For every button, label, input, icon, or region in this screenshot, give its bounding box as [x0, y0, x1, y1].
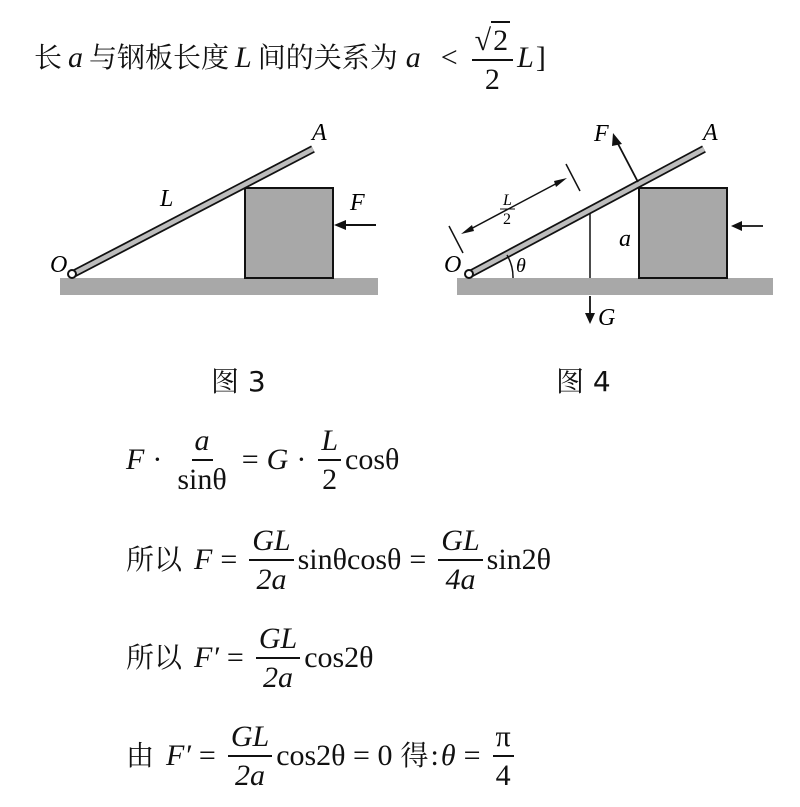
var-a: a: [68, 41, 84, 74]
top-text-1: 长: [34, 41, 63, 74]
label-theta: θ: [516, 255, 526, 277]
figure-4: [400, 110, 800, 340]
eq2-equals: =: [220, 543, 238, 576]
sqrt-sign: √: [474, 23, 492, 57]
push-arrowhead: [731, 221, 742, 231]
eq4-equals: =: [198, 739, 216, 772]
eq2-tail: sin2θ: [486, 543, 552, 576]
half-length-tick-right: [566, 164, 580, 191]
eq3-frac-num: GL: [256, 623, 300, 660]
half-length-dim-line: [465, 180, 563, 232]
sqrt-radicand: 2: [491, 21, 510, 57]
ground-surface: [60, 278, 378, 295]
eq1-frac-a-sin: [174, 425, 229, 496]
eq1-dot: ·: [152, 443, 163, 476]
eq1-frac2-den: 2: [322, 463, 338, 496]
top-text-3: 间的关系为: [257, 41, 398, 74]
eq1-equals: =: [241, 443, 259, 476]
eq4-frac-den: 2a: [235, 759, 265, 792]
weight-g-arrowhead: [585, 313, 595, 324]
pivot-o: [465, 270, 473, 278]
eq4-mid: cos2θ = 0: [276, 739, 393, 772]
pivot-o: [68, 270, 76, 278]
equation-3: [126, 618, 374, 698]
eq1-g: G: [266, 443, 289, 476]
block: [639, 188, 727, 278]
eq2-frac-2: [438, 525, 482, 596]
eq1-frac-num: a: [192, 425, 213, 462]
frac-den: 2: [484, 63, 500, 96]
eq4-prefix: 由: [126, 739, 155, 772]
closing-bracket: ]: [535, 41, 546, 74]
eq4-frac2-num: π: [493, 721, 514, 758]
eq3-frac-den: 2a: [263, 661, 293, 694]
eq1-frac-l-2: [318, 425, 341, 496]
eq3-tail: cos2θ: [304, 641, 374, 674]
theta-arc: [507, 255, 513, 278]
eq2-equals-2: =: [409, 543, 427, 576]
half-length-arrowhead-right: [554, 178, 567, 187]
figure-3-caption: 图 3: [211, 365, 266, 398]
force-f-arrowhead: [334, 220, 346, 230]
label-o: O: [444, 252, 462, 278]
force-f-arrow: [616, 140, 638, 182]
var-L: L: [235, 41, 252, 74]
eq1-f: F: [126, 443, 145, 476]
label-o: O: [50, 252, 68, 278]
eq4-frac-pi-4: [493, 721, 514, 792]
eq3-prefix: 所以: [126, 641, 183, 674]
eq4-frac: [228, 721, 272, 792]
eq4-f-prime: F′: [166, 739, 191, 772]
equation-1: [126, 420, 399, 500]
eq2-frac2-num: GL: [438, 525, 482, 562]
eq3-f-prime: F′: [194, 641, 219, 674]
eq1-dot-2: ·: [296, 443, 307, 476]
label-a-end: A: [312, 120, 327, 146]
eq2-f: F: [194, 543, 213, 576]
equation-2: [126, 520, 551, 600]
var-a-2: a: [405, 41, 421, 74]
label-length-l: L: [160, 186, 174, 212]
eq1-frac2-num: L: [318, 425, 341, 462]
eq4-theta: θ: [440, 739, 456, 772]
top-text-2: 与钢板长度: [89, 41, 230, 74]
eq4-de: 得: [400, 739, 429, 772]
eq1-frac-den: sinθ: [177, 463, 227, 496]
less-than-sign: <: [440, 41, 458, 74]
var-L-2: L: [517, 41, 534, 74]
top-text-line: [34, 22, 546, 94]
figure-3: [0, 110, 400, 310]
figure-4-caption: 图 4: [556, 365, 611, 398]
eq4-frac-num: GL: [228, 721, 272, 758]
eq2-prefix: 所以: [126, 543, 183, 576]
eq2-frac-num: GL: [249, 525, 293, 562]
eq4-colon: :: [430, 739, 439, 772]
block: [245, 188, 333, 278]
sqrt2-over-2: [472, 21, 513, 96]
eq1-tail: cosθ: [345, 443, 400, 476]
half-length-arrowhead-left: [461, 225, 474, 234]
eq3-equals: =: [226, 641, 244, 674]
label-force-f: F: [350, 190, 365, 216]
equation-4: [126, 716, 518, 796]
ground-surface: [457, 278, 773, 295]
label-height-a: a: [619, 226, 631, 252]
eq2-mid: sinθcosθ: [297, 543, 402, 576]
half-length-tick-left: [449, 226, 463, 253]
eq2-frac-1: [249, 525, 293, 596]
eq3-frac: [256, 623, 300, 694]
eq2-frac2-den: 4a: [445, 563, 476, 596]
eq4-equals-2: =: [463, 739, 481, 772]
force-f-arrowhead: [612, 133, 622, 146]
label-a-end: A: [703, 120, 718, 146]
label-weight-g: G: [598, 305, 616, 331]
half-length-num: L: [503, 192, 512, 209]
eq4-frac2-den: 4: [495, 759, 511, 792]
half-length-den: 2: [503, 211, 511, 228]
eq2-frac-den: 2a: [256, 563, 287, 596]
label-force-f: F: [594, 121, 609, 147]
